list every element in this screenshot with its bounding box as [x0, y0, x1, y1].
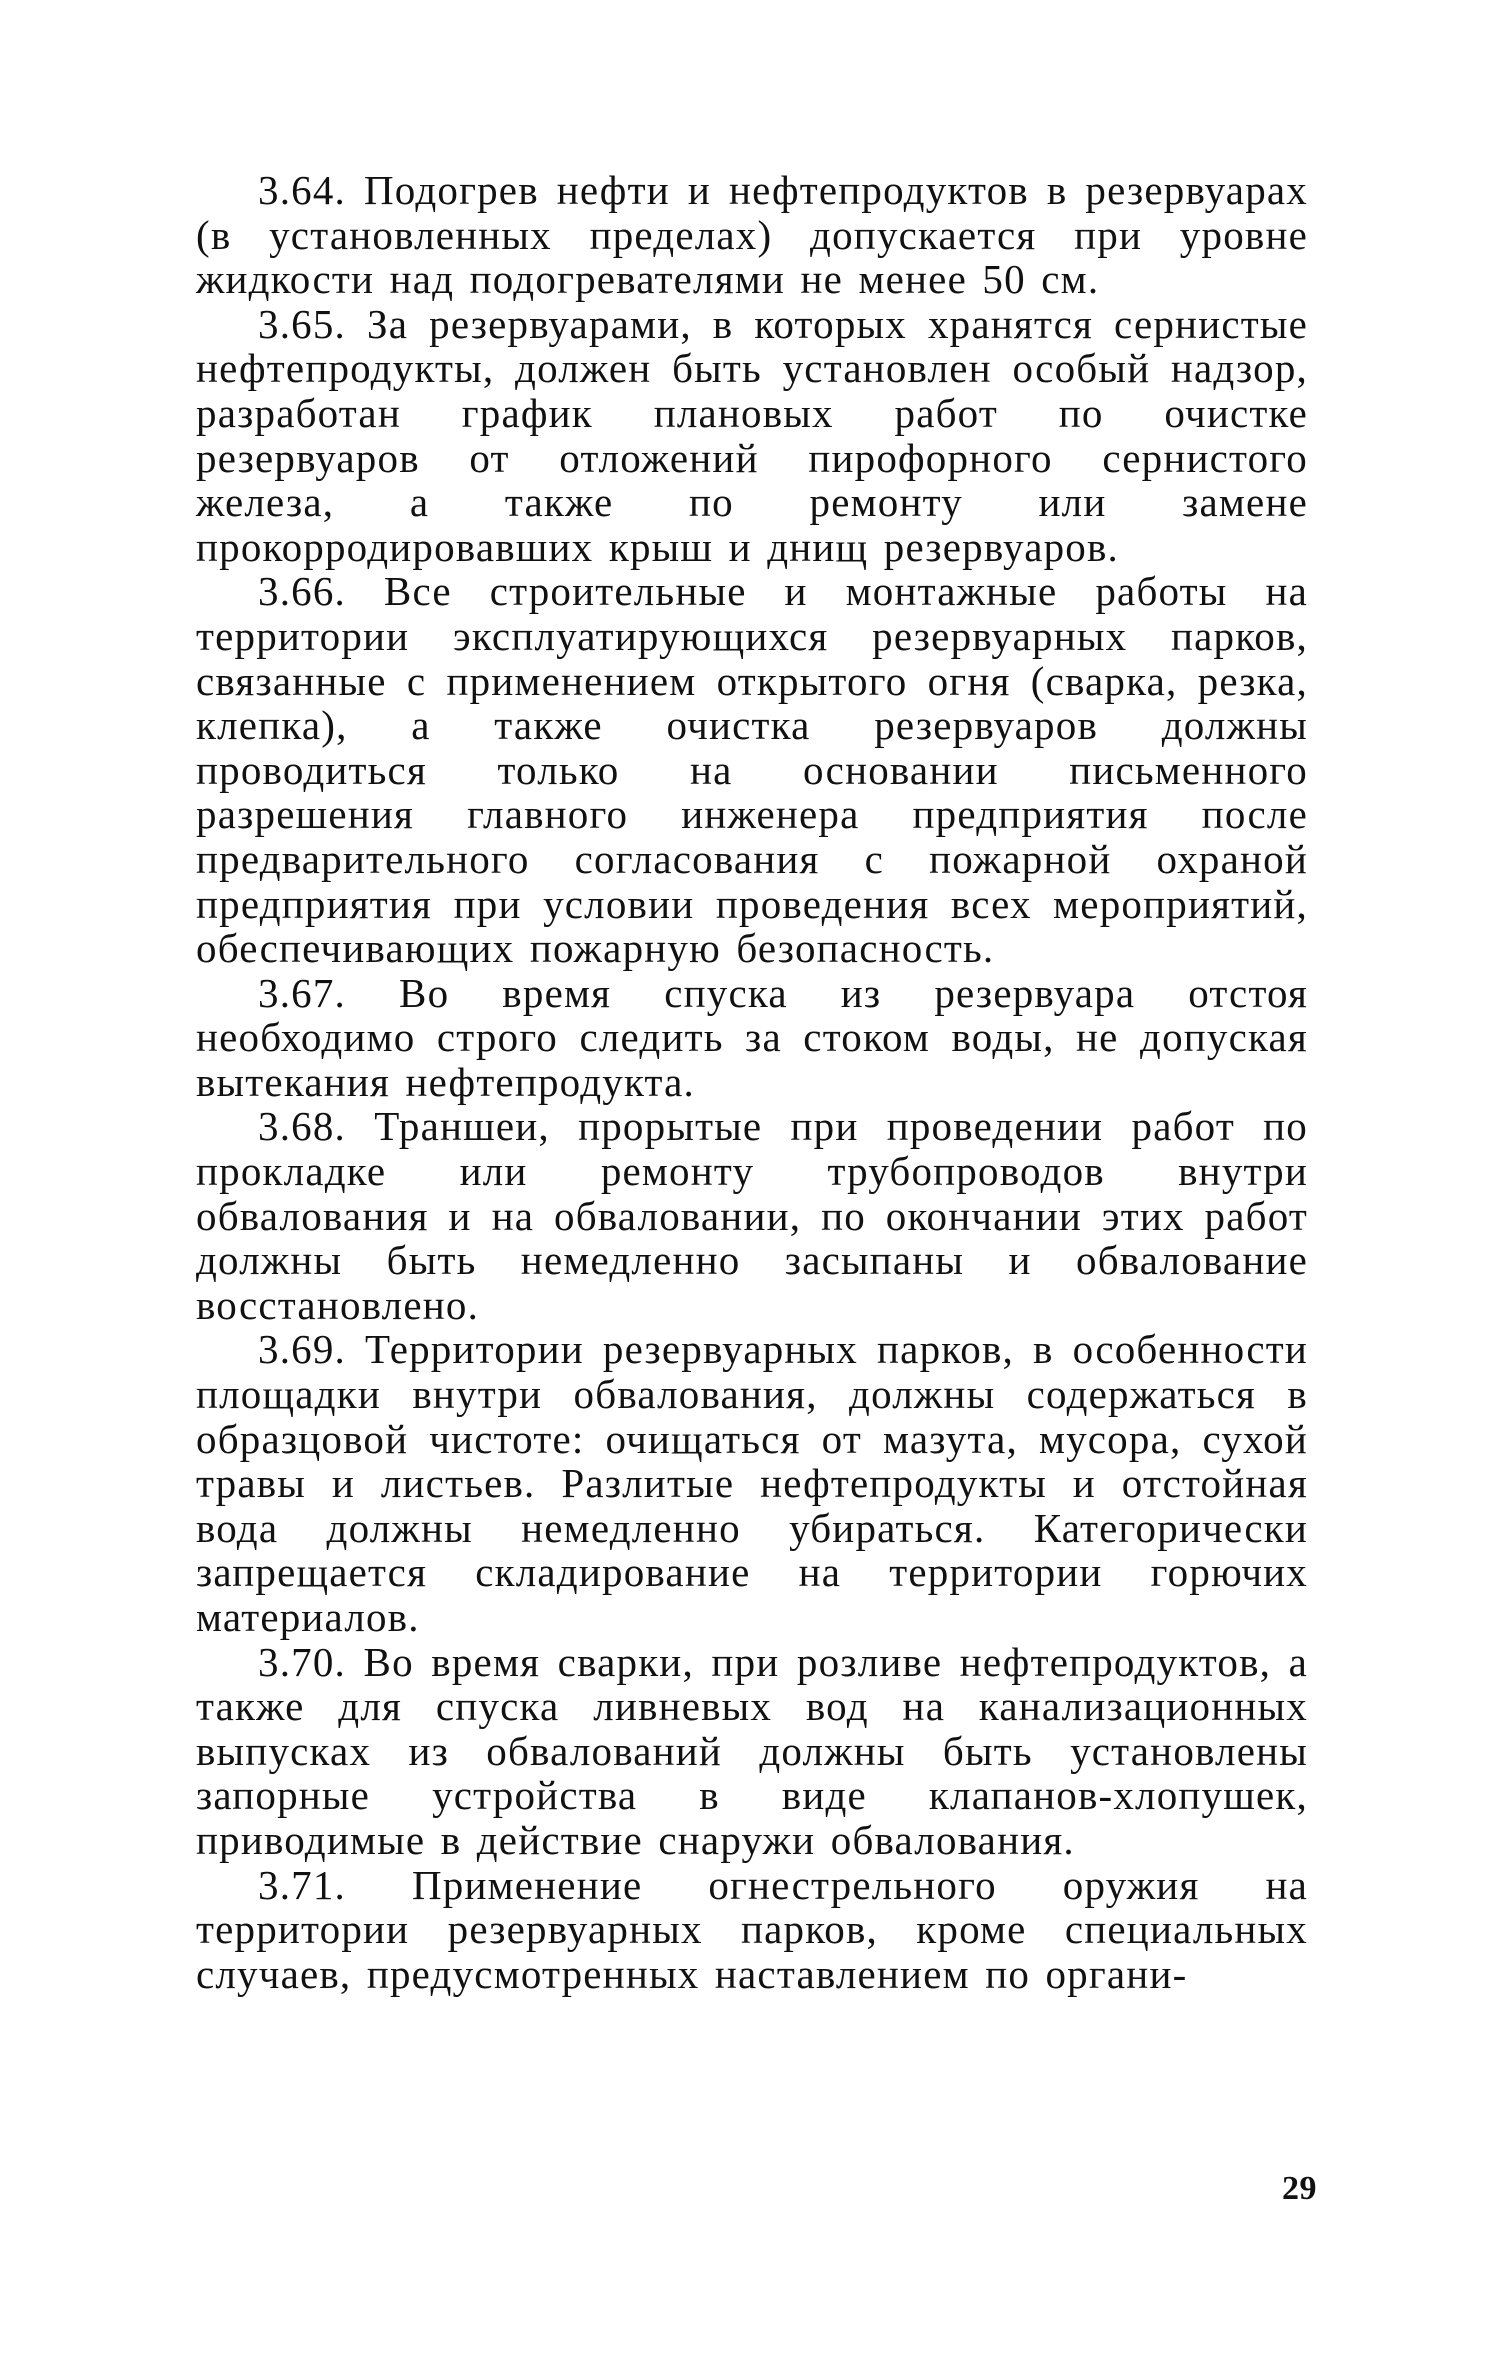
paragraph-3-69: 3.69. Территории резервуарных парков, в особенности площадки внутри обвалования, должны содержаться в образцовой чистоте: очищаться от мазута, мусора, сухой травы и листьев. Разлитые нефтепродукты и отстойная вода должны немедленно убираться. Категорически запрещается складирование на территории горючих материалов. — [196, 1326, 1308, 1640]
paragraph-3-67: 3.67. Во время спуска из резервуара отстоя необходимо строго следить за стоком воды, не допуская вытекания нефтепродукта. — [196, 969, 1308, 1105]
paragraph-3-71: 3.71. Применение огнестрельного оружия на территории резервуарных парков, кроме специальных случаев, предусмотренных наставлением по органи- — [196, 1861, 1308, 1997]
paragraph-3-64: 3.64. Подогрев нефти и нефтепродуктов в резервуарах (в установленных пределах) допускается при уровне жидкости над подогревателями не менее 50 см. — [196, 167, 1308, 303]
paragraph-3-68: 3.68. Траншеи, прорытые при проведении работ по прокладке или ремонту трубопроводов внутри обвалования и на обваловании, по окончании этих работ должны быть немедленно засыпаны и обвалование восстановлено. — [196, 1103, 1308, 1328]
paragraph-3-66: 3.66. Все строительные и монтажные работы на территории эксплуатирующихся резервуарных парков, связанные с применением открытого огня (сварка, резка, клепка), а также очистка резервуаров должны проводиться только на основании письменного разрешения главного инженера предприятия после предварительного согласования с пожарной охраной предприятия при условии проведения всех мероприятий, обеспечивающих пожарную безопасность. — [196, 568, 1308, 972]
body-text — [196, 168, 1308, 1996]
paragraph-3-65: 3.65. За резервуарами, в которых хранятся сернистые нефтепродукты, должен быть установлен особый надзор, разработан график плановых работ по очистке резервуаров от отложений пирофорного сернистого железа, а также по ремонту или замене прокорродировавших крыш и днищ резервуаров. — [196, 300, 1308, 570]
paragraph-3-70: 3.70. Во время сварки, при розливе нефтепродуктов, а также для спуска ливневых вод на канализационных выпусках из обвалований должны быть установлены запорные устройства в виде клапанов-хлопушек, приводимые в действие снаружи обвалования. — [196, 1638, 1308, 1863]
page-number: 29 — [1282, 2170, 1317, 2207]
